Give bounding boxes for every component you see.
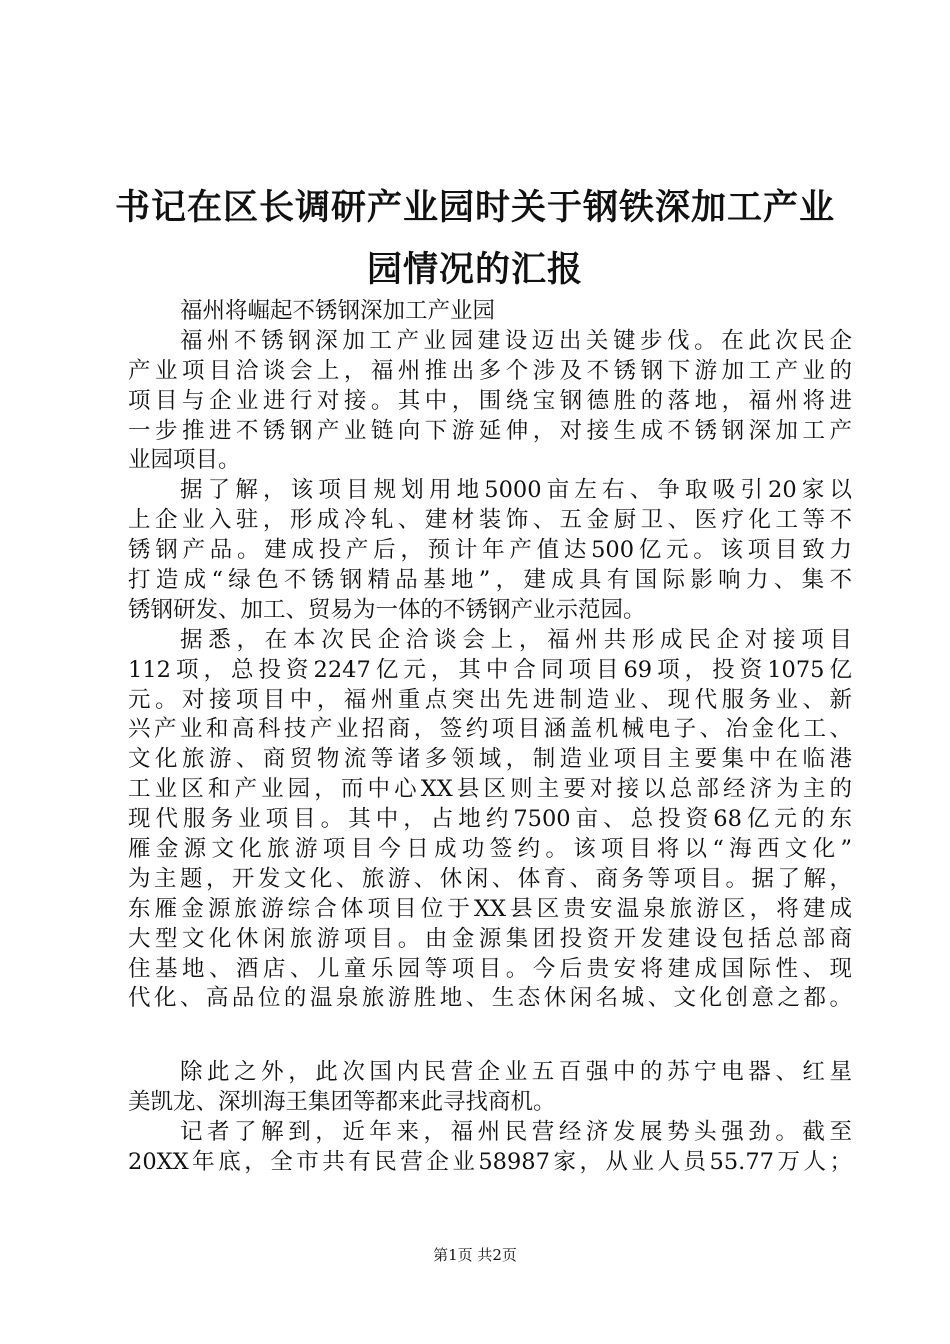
paragraph-line: 美凯龙、深圳海王集团等都来此寻找商机。 xyxy=(128,1089,556,1116)
paragraph-line: 福州不锈钢深加工产业园建设迈出关键步伐。在此次民企 xyxy=(180,327,852,354)
paragraph-line: 据悉，在本次民企洽谈会上，福州共形成民企对接项目 xyxy=(180,626,852,653)
paragraph-line: 雁金源文化旅游项目今日成功签约。该项目将以“海西文化” xyxy=(128,836,852,863)
paragraph-line: 记者了解到，近年来，福州民营经济发展势头强劲。截至 xyxy=(180,1119,852,1146)
subheading: 福州将崛起不锈钢深加工产业园 xyxy=(180,298,496,324)
document-body xyxy=(128,297,852,1178)
paragraph-line: 兴产业和高科技产业招商，签约项目涵盖机械电子、冶金化工、 xyxy=(128,716,852,743)
paragraph-line: 工业区和产业园，而中心XX县区则主要对接以总部经济为主的 xyxy=(128,776,852,803)
document-title-line-1: 书记在区长调研产业园时关于钢铁深加工产业 xyxy=(114,187,835,228)
paragraph-gap xyxy=(128,1014,852,1058)
paragraph-line: 锈钢产品。建成投产后，预计年产值达500亿元。该项目致力 xyxy=(128,537,852,564)
paragraph-5 xyxy=(128,1118,852,1178)
paragraph-line: 据了解，该项目规划用地5000亩左右、争取吸引20家以 xyxy=(180,477,852,504)
paragraph-4 xyxy=(128,1058,852,1118)
paragraph-line: 除此之外，此次国内民营企业五百强中的苏宁电器、红星 xyxy=(180,1059,852,1086)
document-title-line-2: 园情况的汇报 xyxy=(366,249,583,290)
paragraph-line: 现代服务业项目。其中，占地约7500亩、总投资68亿元的东 xyxy=(128,806,852,833)
page-footer: 第1页 共2页 xyxy=(433,1246,517,1264)
paragraph-line: 打造成“绿色不锈钢精品基地”，建成具有国际影响力、集不 xyxy=(128,567,852,594)
paragraph-2 xyxy=(128,476,852,625)
paragraph-line: 为主题，开发文化、旅游、休闲、体育、商务等项目。据了解， xyxy=(128,865,852,892)
paragraph-line: 代化、高品位的温泉旅游胜地、生态休闲名城、文化创意之都。 xyxy=(128,985,852,1012)
paragraph-line: 锈钢研发、加工、贸易为一体的不锈钢产业示范园。 xyxy=(128,596,646,623)
paragraph-line: 业园项目。 xyxy=(128,447,241,474)
paragraph-line: 文化旅游、商贸物流等诸多领域，制造业项目主要集中在临港 xyxy=(128,746,852,773)
paragraph-line: 112项，总投资2247亿元，其中合同项目69项，投资1075亿 xyxy=(128,656,852,683)
paragraph-line: 元。对接项目中，福州重点突出先进制造业、现代服务业、新 xyxy=(128,686,852,713)
paragraph-3 xyxy=(128,626,852,1015)
paragraph-line: 东雁金源旅游综合体项目位于XX县区贵安温泉旅游区，将建成 xyxy=(128,895,852,922)
paragraph-line: 大型文化休闲旅游项目。由金源集团投资开发建设包括总部商 xyxy=(128,925,852,952)
paragraph-line: 20XX年底，全市共有民营企业58987家，从业人员55.77万人； xyxy=(128,1149,852,1176)
paragraph-line: 产业项目洽谈会上，福州推出多个涉及不锈钢下游加工产业的 xyxy=(128,357,852,384)
paragraph-line: 项目与企业进行对接。其中，围绕宝钢德胜的落地，福州将进 xyxy=(128,387,852,414)
paragraph-line: 一步推进不锈钢产业链向下游延伸，对接生成不锈钢深加工产 xyxy=(128,417,852,444)
paragraph-1 xyxy=(128,327,852,476)
paragraph-line: 上企业入驻，形成冷轧、建材装饰、五金厨卫、医疗化工等不 xyxy=(128,507,852,534)
paragraph-line: 住基地、酒店、儿童乐园等项目。今后贵安将建成国际性、现 xyxy=(128,955,852,982)
